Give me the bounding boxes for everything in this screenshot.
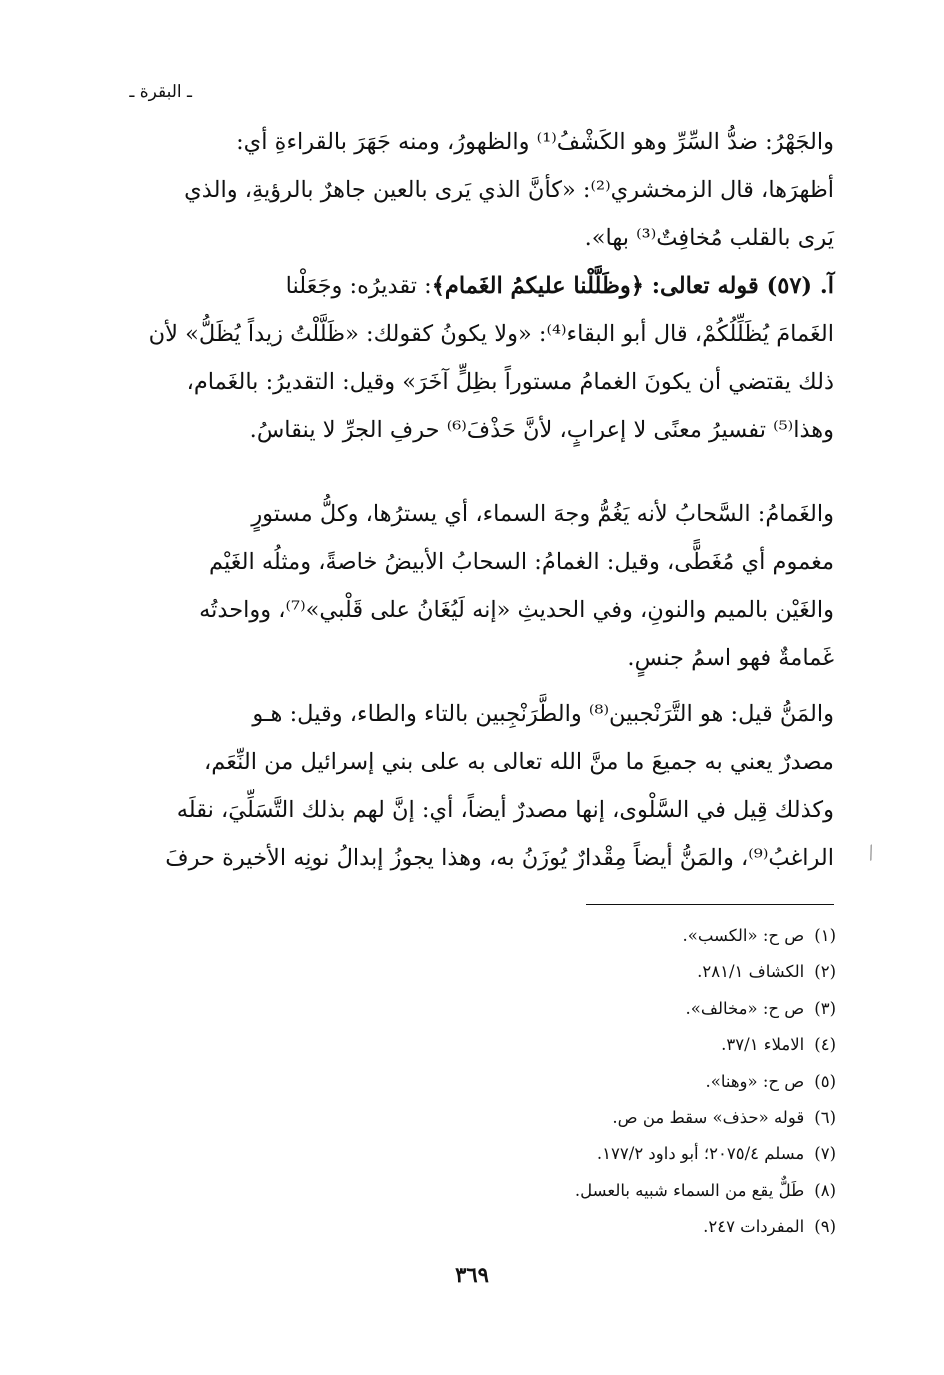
- text-line: الراغبُ⁽⁹⁾، والمَنُّ أيضاً مِقْدارٌ يُوزَنُ به، وهذا يجوزُ إبدالُ نونِه الأخيرة حرفَ: [165, 845, 834, 871]
- text-line: وكذلك قِيل في السَّلْوى، إنها مصدرٌ أيضاً، أي: إنَّ لهم بذلك التَّسَلِّيَ، نقلَه: [176, 797, 834, 823]
- text-line: يَرى بالقلب مُخافِتٌ⁽³⁾ بها».: [584, 225, 834, 251]
- footnote-number: (٦): [814, 1108, 836, 1128]
- footnote-text: ص ح: «وهنا».: [705, 1071, 805, 1091]
- text-line: آ. (٥٧) قوله تعالى: ﴿وظَلَّلْنا عليكمُ الغَمام﴾: تقديرُه: وجَعَلْنا: [285, 273, 834, 299]
- text-line: وهذا⁽⁵⁾ تفسيرُ معنًى لا إعرابٍ، لأنَّ حَذْفَ⁽⁶⁾ حرفِ الجرِّ لا ينقاسُ.: [249, 417, 834, 443]
- text-line: مصدرٌ يعني به جميعَ ما منَّ الله تعالى به على بني إسرائيل من النِّعَم،: [204, 749, 834, 775]
- paragraph-verse-57: [106, 262, 834, 454]
- footnote-number: (٥): [814, 1071, 836, 1091]
- footnote-text: قوله «حذف» سقط من ص.: [612, 1108, 805, 1128]
- footnote-text: طَلٌّ يقع من السماء شبيه بالعسل.: [574, 1180, 805, 1200]
- footnote: [336, 1100, 836, 1136]
- footnote-number: (٩): [814, 1217, 836, 1237]
- footnote: [336, 991, 836, 1027]
- footnote-separator: [586, 904, 834, 905]
- footnote-text: ص ح: «مخالف».: [685, 998, 805, 1018]
- running-header: ـ البقرة ـ: [129, 82, 192, 102]
- footnote-number: (٢): [814, 962, 836, 982]
- text-line: أظهرَها، قال الزمخشري⁽²⁾: «كأنَّ الذي يَرى بالعين جاهرٌ بالرؤيةِ، والذي: [184, 177, 834, 203]
- text-line: مغموم أي مُغَطًّى، وقيل: الغمامُ: السحابُ الأبيضُ خاصةً، ومثلُه الغَيْم: [208, 549, 834, 575]
- text-line: ذلك يقتضي أن يكونَ الغمامُ مستوراً بظِلٍّ آخَرَ» وقيل: التقديرُ: بالغَمام،: [186, 369, 834, 395]
- paragraph-jahr: [106, 118, 834, 262]
- verse-heading: آ. (٥٧) قوله تعالى: ﴿وظَلَّلْنا عليكمُ الغَمام﴾: [431, 273, 834, 299]
- footnote-text: مسلم ٢٠٧٥/٤؛ أبو داود ١٧٧/٢.: [596, 1144, 805, 1164]
- footnote-number: (٣): [814, 998, 836, 1018]
- text-line: والمَنُّ قيل: هو التَّرَنْجبين⁽⁸⁾ والطَّرَنْجِبين بالتاء والطاء، وقيل: هـو: [252, 701, 834, 727]
- page-number: ٣٦٩: [455, 1262, 489, 1287]
- footnote: [336, 1064, 836, 1100]
- footnote-text: الكشاف ٢٨١/١.: [697, 962, 805, 982]
- footnote-text: الاملاء ٣٧/١.: [721, 1035, 805, 1055]
- text-line: الغَمامَ يُظَلِّلُكُمْ، قال أبو البقاء⁽⁴⁾: «ولا يكونُ كقولك: «ظَلَّلْتُ زيداً يُظَلُّ» لأن: [148, 321, 834, 347]
- footnote: [336, 954, 836, 990]
- margin-mark: ⁄: [864, 843, 879, 864]
- text-line: والجَهْرُ: ضدُّ السِّرِّ وهو الكَشْفُ⁽¹⁾ والظهورُ، ومنه جَهَرَ بالقراءةِ أي:: [236, 129, 834, 155]
- footnote: [336, 1027, 836, 1063]
- footnote-text: ص ح: «الكسب».: [682, 926, 805, 945]
- paragraph-mann: [106, 690, 834, 882]
- text-line: والغَمامُ: السَّحابُ لأنه يَغُمُّ وجهَ السماء، أي يسترُها، وكلُّ مستورٍ: [251, 501, 834, 527]
- text-line: والغَيْن بالميم والنونِ، وفي الحديثِ «إنه لَيُغَانُ على قَلْبي»⁽⁷⁾، وواحدتُه: [199, 597, 834, 623]
- footnote-number: (٧): [814, 1144, 836, 1164]
- footnote: [336, 1136, 836, 1172]
- footnote-number: (١): [814, 926, 836, 945]
- footnote: [336, 1173, 836, 1209]
- paragraph-ghamam: [106, 490, 834, 682]
- footnote: [336, 1209, 836, 1245]
- footnote-number: (٤): [814, 1035, 836, 1055]
- footnotes-list: [336, 918, 836, 1246]
- text-line: غَمامةٌ فهو اسمُ جنسٍ.: [627, 645, 834, 671]
- footnote-text: المفردات ٢٤٧.: [703, 1217, 805, 1237]
- footnote: [336, 918, 836, 954]
- footnote-number: (٨): [814, 1180, 836, 1200]
